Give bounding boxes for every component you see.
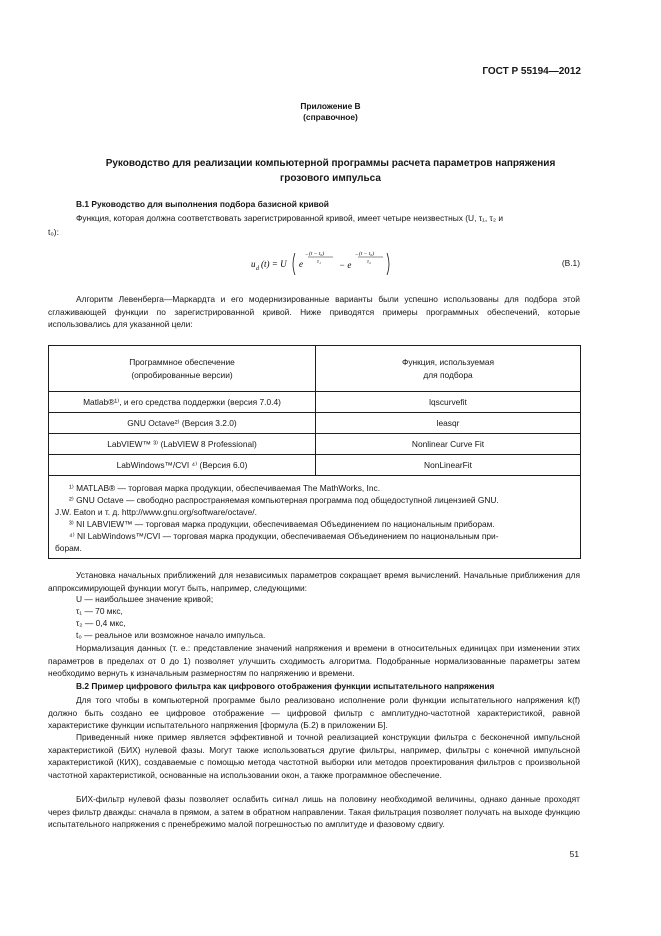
table-header-row <box>49 346 581 392</box>
svg-text:(t − t₀): (t − t₀) <box>309 251 325 257</box>
list-item: U — наибольшее значение кривой; <box>76 594 214 604</box>
table-note: ¹⁾ MATLAB® — торговая марка продукции, обеспечиваемая The MathWorks, Inc. <box>69 483 381 493</box>
list-item: τ₁ — 70 мкс, <box>76 606 123 616</box>
main-title-line1: Руководство для реализации компьютерной программы расчета параметров напряжения <box>105 158 556 169</box>
table-cell-function: NonLinearFit <box>316 455 581 476</box>
svg-text:−: − <box>305 252 309 258</box>
equation-b1 <box>48 247 580 279</box>
annex-title: Приложение В <box>300 101 361 111</box>
table-note: ²⁾ GNU Octave — свободно распространяемая компьютерная программа под общедоступной лицензией GNU. <box>69 495 499 505</box>
svg-text:d: d <box>256 266 259 272</box>
software-table <box>48 345 581 559</box>
svg-text:τ₁: τ₁ <box>317 259 321 265</box>
table-row <box>49 392 581 413</box>
table-cell-software: LabVIEW™ ³⁾ (LabVIEW 8 Professional) <box>49 434 316 455</box>
table-row <box>49 434 581 455</box>
b2-paragraph-2: Приведенный ниже пример является эффективной и точной реализацией конструкции фильтра с бесконечной импульсной характеристикой (БИХ) нулевой фазы. Могут также использоваться другие фильтры, например, фильтры с конечной импульсной характеристикой (КИХ), создаваемые с помощью метода частотной выборки или методов проектирования фильтров с произвольной частотной характеристикой, основанные на использовании окон, а также программное обеспечение. <box>48 732 580 780</box>
table-header-software: Программное обеспечение (опробированные версии) <box>49 346 316 392</box>
section-b2-heading: В.2 Пример цифрового фильтра как цифрового отображения функции испытательного напряжения <box>76 681 495 691</box>
annex-subtitle: (справочное) <box>303 112 358 122</box>
table-notes-row <box>49 476 581 559</box>
equation-formula <box>251 247 451 281</box>
b2-paragraph-3: БИХ-фильтр нулевой фазы позволяет ослабить сигнал лишь на половину необходимой величины, однако данные проходят через фильтр дважды: сначала в прямом, а затем в обратном направлении. Такая фильтрация позволяет получать на выходе функцию испытательного напряжения с пренебрежимо малой погрешностью по амплитуде и фазовому сдвигу. <box>48 794 580 830</box>
svg-text:τ₂: τ₂ <box>367 259 371 265</box>
b2-paragraph-1: Для того чтобы в компьютерной программе было реализовано исполнение роли функции испытательного напряжения k(f) должно быть создано ее цифровое отображение — цифровой фильтр с амплитудно-частотной характеристикой, равной характеристике функции испытательного напряжения [формула (Б.2) в приложении Б]. <box>48 695 580 731</box>
table-cell-function: lqscurvefit <box>316 392 581 413</box>
list-item: t₀ — реальное или возможное начало импульса. <box>76 630 266 640</box>
table-row <box>49 413 581 434</box>
table-notes <box>49 476 581 559</box>
section-b1-heading: В.1 Руководство для выполнения подбора базисной кривой <box>76 199 329 209</box>
equation-number: (В.1) <box>561 258 580 268</box>
svg-text:− e: − e <box>339 260 352 270</box>
table-note: борам. <box>55 543 82 553</box>
table-note: ⁴⁾ NI LabWindows™/CVI — торговая марка продукции, обеспечиваемая Объединением по национальным при- <box>69 531 499 541</box>
table-cell-software: Matlab®¹⁾, и его средства поддержки (версия 7.0.4) <box>49 392 316 413</box>
table-note: ³⁾ NI LABVIEW™ — торговая марка продукции, обеспечиваемая Объединением по национальным приборам. <box>69 519 495 529</box>
table-cell-function: Nonlinear Curve Fit <box>316 434 581 455</box>
algorithm-paragraph: Алгоритм Левенберга—Маркардта и его модернизированные варианты были успешно использованы для подбора этой сглаживающей функции по зарегистрированной кривой. Ниже приводятся примеры программных обеспечений, которые использовались для указанной цели: <box>48 294 580 330</box>
table-note: J.W. Eaton и т. д. http://www.gnu.org/software/octave/. <box>55 507 257 517</box>
table-cell-software: GNU Octave²⁾ (Версия 3.2.0) <box>49 413 316 434</box>
table-row <box>49 455 581 476</box>
table-cell-function: leasqr <box>316 413 581 434</box>
b1-intro-line1: Функция, которая должна соответствовать зарегистрированной кривой, имеет четыре неизвестных (U, τ₁, τ₂ и <box>76 213 504 223</box>
page-number: 51 <box>569 849 579 859</box>
b1-intro-line2: t₀): <box>48 227 59 237</box>
main-title-line2: грозового импульса <box>280 173 381 184</box>
table-cell-software: LabWindows™/CVI ⁴⁾ (Версия 6.0) <box>49 455 316 476</box>
initial-approx-paragraph: Установка начальных приближений для независимых параметров сокращает время вычислений. Начальные приближения для аппроксимирующей функции могут быть, например, следующими: <box>48 570 580 593</box>
standard-code: ГОСТ Р 55194—2012 <box>482 66 581 77</box>
svg-text:(t − t₀): (t − t₀) <box>359 251 375 257</box>
svg-text:(t) = U: (t) = U <box>261 259 287 269</box>
table-header-function: Функция, используемая для подбора <box>316 346 581 392</box>
svg-text:u: u <box>251 259 256 269</box>
list-item: τ₂ — 0,4 мкс, <box>76 618 126 628</box>
normalization-paragraph: Нормализация данных (т. е.: представление значений напряжения и времени в относительных единицах при изменении этих параметров в пределах от 0 до 1) позволяет улучшить сходимость алгоритма. Подобранные нормализованные параметры затем необходимо вернуть к изначальным размерностям по напряжению и времени. <box>48 643 580 679</box>
svg-text:e: e <box>299 259 303 269</box>
svg-text:−: − <box>355 252 359 258</box>
